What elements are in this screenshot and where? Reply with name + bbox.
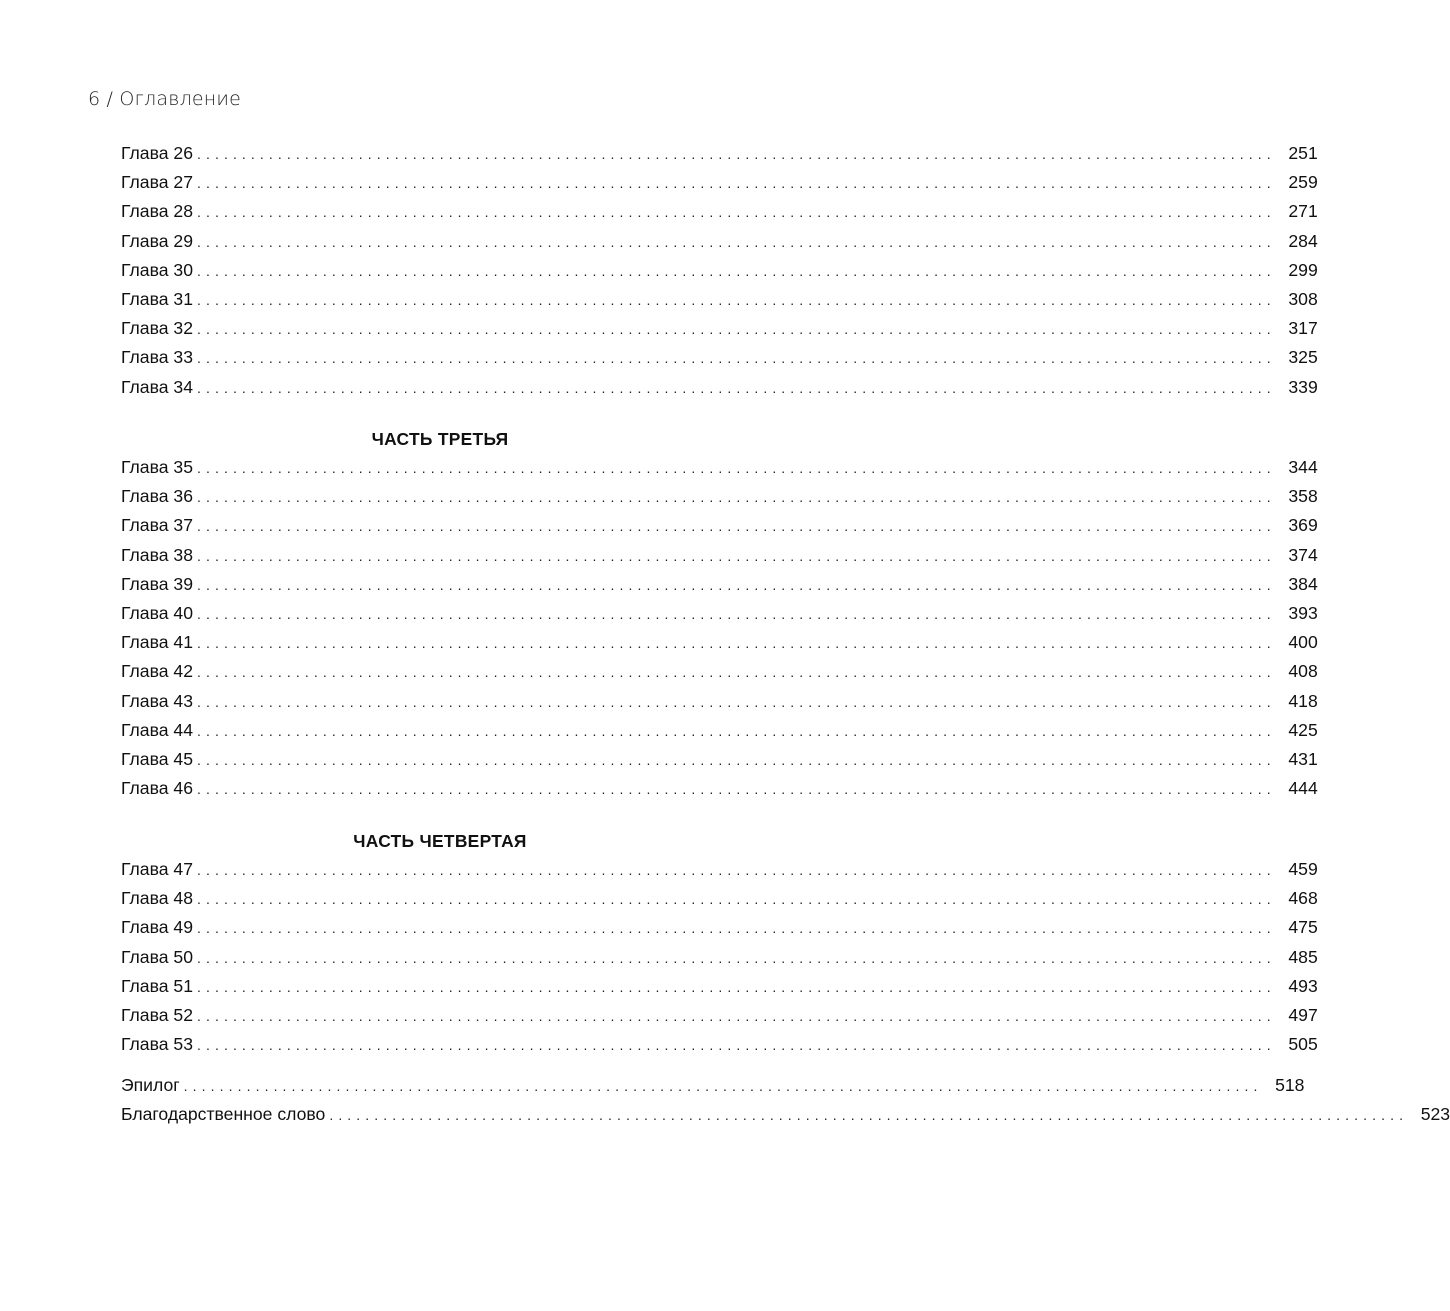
part-three-title: ЧАСТЬ ТРЕТЬЯ xyxy=(371,429,509,449)
toc-entry xyxy=(121,256,1318,285)
toc-entry-label: Глава 26 xyxy=(121,143,193,163)
toc-entry-label: Глава 29 xyxy=(121,230,193,251)
toc-entry xyxy=(121,168,1318,197)
toc-entry-page-number: 325 xyxy=(1288,347,1318,368)
toc-entry xyxy=(121,314,1318,343)
toc-part-two-rest xyxy=(121,139,1318,402)
dot-leader: ........................................................................................................................ xyxy=(196,1037,1276,1054)
dot-leader: ........................................................................................................................ xyxy=(196,262,1276,279)
toc-entry-page-number: 344 xyxy=(1288,457,1318,477)
dot-leader: ........................................................................................................................ xyxy=(183,1078,1263,1094)
toc-entry-page-number: 317 xyxy=(1288,318,1318,339)
toc-entry-page-number: 400 xyxy=(1288,632,1318,653)
toc-entry-page-number: 271 xyxy=(1288,201,1318,222)
toc-entry-label: Благодарственное слово xyxy=(121,1104,326,1125)
toc-entry-page-number: 358 xyxy=(1288,486,1318,507)
dot-leader: ........................................................................................................................ xyxy=(196,489,1276,506)
dot-leader: ........................................................................................................................ xyxy=(196,891,1276,908)
toc-entry-page-number: 485 xyxy=(1288,946,1318,967)
dot-leader: ........................................................................................................................ xyxy=(196,664,1276,681)
toc-entry-label: Глава 33 xyxy=(121,347,193,368)
toc-entry-page-number: 459 xyxy=(1288,859,1318,879)
toc-entry xyxy=(121,482,1318,511)
toc-entry xyxy=(121,855,1318,884)
dot-leader: ........................................................................................................................ xyxy=(196,460,1276,476)
toc-entry-label: Глава 46 xyxy=(121,778,193,799)
toc-entry-page-number: 493 xyxy=(1288,975,1318,996)
toc-entry-label: Глава 49 xyxy=(121,917,193,938)
toc-entry-label: Глава 36 xyxy=(121,486,193,507)
toc-entry-page-number: 425 xyxy=(1288,719,1318,740)
toc-entry-page-number: 408 xyxy=(1288,661,1318,682)
dot-leader: ........................................................................................................................ xyxy=(196,1007,1276,1024)
toc-entry xyxy=(121,628,1318,657)
toc-entry xyxy=(121,972,1318,1001)
dot-leader: ........................................................................................................................ xyxy=(196,321,1276,338)
dot-leader: ........................................................................................................................ xyxy=(196,605,1276,622)
toc-entry-label: Эпилог xyxy=(121,1075,180,1095)
toc-entry-page-number: 475 xyxy=(1288,917,1318,938)
toc-entry xyxy=(121,1001,1318,1030)
toc-entry xyxy=(121,599,1318,628)
toc-entry-page-number: 523 xyxy=(1420,1104,1450,1125)
toc-entry-page-number: 393 xyxy=(1288,602,1318,623)
dot-leader: ........................................................................................................................ xyxy=(196,547,1276,564)
toc-entry xyxy=(121,373,1318,402)
toc-entry-page-number: 497 xyxy=(1288,1004,1318,1025)
toc-entry xyxy=(121,657,1318,686)
toc-entry-label: Глава 38 xyxy=(121,544,193,565)
toc-entry xyxy=(121,453,1318,482)
toc-entry-label: Глава 28 xyxy=(121,201,193,222)
toc-entry-label: Глава 40 xyxy=(121,602,193,623)
toc-entry-label: Глава 52 xyxy=(121,1004,193,1025)
toc-entry xyxy=(121,285,1318,314)
toc-entry-label: Глава 32 xyxy=(121,318,193,339)
toc-entry-page-number: 259 xyxy=(1288,172,1318,193)
dot-leader: ........................................................................................................................ xyxy=(196,204,1276,221)
dot-leader: ........................................................................................................................ xyxy=(196,146,1276,162)
toc-entry-label: Глава 34 xyxy=(121,376,193,397)
toc-entry-label: Глава 35 xyxy=(121,457,193,477)
toc-entry-label: Глава 45 xyxy=(121,748,193,769)
dot-leader: ........................................................................................................................ xyxy=(196,751,1276,768)
dot-leader: ........................................................................................................................ xyxy=(196,350,1276,367)
toc-entry-page-number: 418 xyxy=(1288,690,1318,711)
toc-entry-label: Глава 41 xyxy=(121,632,193,653)
toc-entry-page-number: 251 xyxy=(1288,143,1318,163)
running-head: 6 / Оглавление xyxy=(88,88,242,110)
toc-entry-label: Глава 37 xyxy=(121,515,193,536)
toc-entry-label: Глава 48 xyxy=(121,888,193,909)
dot-leader: ........................................................................................................................ xyxy=(196,978,1276,995)
toc-part-four xyxy=(121,855,1318,1059)
toc-entry-page-number: 505 xyxy=(1288,1034,1318,1055)
toc-entry xyxy=(121,1071,1305,1100)
toc-entry-page-number: 374 xyxy=(1288,544,1318,565)
dot-leader: ........................................................................................................................ xyxy=(196,635,1276,652)
toc-entry-label: Глава 53 xyxy=(121,1034,193,1055)
dot-leader: ........................................................................................................................ xyxy=(196,862,1276,878)
toc-entry xyxy=(121,139,1318,168)
toc-entry xyxy=(121,1030,1318,1059)
dot-leader: ........................................................................................................................ xyxy=(196,920,1276,937)
toc-entry-page-number: 369 xyxy=(1288,515,1318,536)
dot-leader: ........................................................................................................................ xyxy=(196,576,1276,593)
toc-entry-page-number: 308 xyxy=(1288,288,1318,309)
toc-entry xyxy=(121,541,1318,570)
toc-entry xyxy=(121,511,1318,540)
toc-entry-label: Глава 42 xyxy=(121,661,193,682)
toc-back-matter xyxy=(121,1071,1450,1129)
toc-entry xyxy=(121,913,1318,942)
toc-entry-page-number: 284 xyxy=(1288,230,1318,251)
toc-entry-label: Глава 31 xyxy=(121,288,193,309)
toc-entry xyxy=(121,1100,1450,1129)
part-four-title: ЧАСТЬ ЧЕТВЕРТАЯ xyxy=(353,831,527,851)
toc-entry-label: Глава 27 xyxy=(121,172,193,193)
toc-entry xyxy=(121,884,1318,913)
toc-entry xyxy=(121,943,1318,972)
toc-entry-label: Глава 44 xyxy=(121,719,193,740)
dot-leader: ........................................................................................................................ xyxy=(196,518,1276,535)
toc-entry-page-number: 384 xyxy=(1288,573,1318,594)
dot-leader: ........................................................................................................................ xyxy=(196,722,1276,739)
toc-entry xyxy=(121,343,1318,372)
dot-leader: ........................................................................................................................ xyxy=(196,379,1276,396)
toc-part-three xyxy=(121,453,1318,803)
toc-entry-label: Глава 50 xyxy=(121,946,193,967)
toc-entry xyxy=(121,745,1318,774)
dot-leader: ........................................................................................................................ xyxy=(196,175,1276,192)
toc-entry-page-number: 468 xyxy=(1288,888,1318,909)
dot-leader: ........................................................................................................................ xyxy=(329,1107,1409,1124)
toc-entry-label: Глава 39 xyxy=(121,573,193,594)
dot-leader: ........................................................................................................................ xyxy=(196,949,1276,966)
toc-entry xyxy=(121,716,1318,745)
toc-entry xyxy=(121,774,1318,803)
toc-entry-label: Глава 51 xyxy=(121,975,193,996)
toc-entry-page-number: 431 xyxy=(1288,748,1318,769)
toc-entry xyxy=(121,687,1318,716)
toc-entry xyxy=(121,570,1318,599)
toc-entry-page-number: 518 xyxy=(1275,1075,1305,1095)
toc-entry-label: Глава 47 xyxy=(121,859,193,879)
toc-entry-page-number: 444 xyxy=(1288,778,1318,799)
dot-leader: ........................................................................................................................ xyxy=(196,693,1276,710)
toc-entry-label: Глава 43 xyxy=(121,690,193,711)
toc-entry xyxy=(121,197,1318,226)
toc-entry-label: Глава 30 xyxy=(121,259,193,280)
toc-entry-page-number: 299 xyxy=(1288,259,1318,280)
dot-leader: ........................................................................................................................ xyxy=(196,233,1276,250)
dot-leader: ........................................................................................................................ xyxy=(196,291,1276,308)
toc-entry xyxy=(121,227,1318,256)
dot-leader: ........................................................................................................................ xyxy=(196,781,1276,798)
toc-entry-page-number: 339 xyxy=(1288,376,1318,397)
